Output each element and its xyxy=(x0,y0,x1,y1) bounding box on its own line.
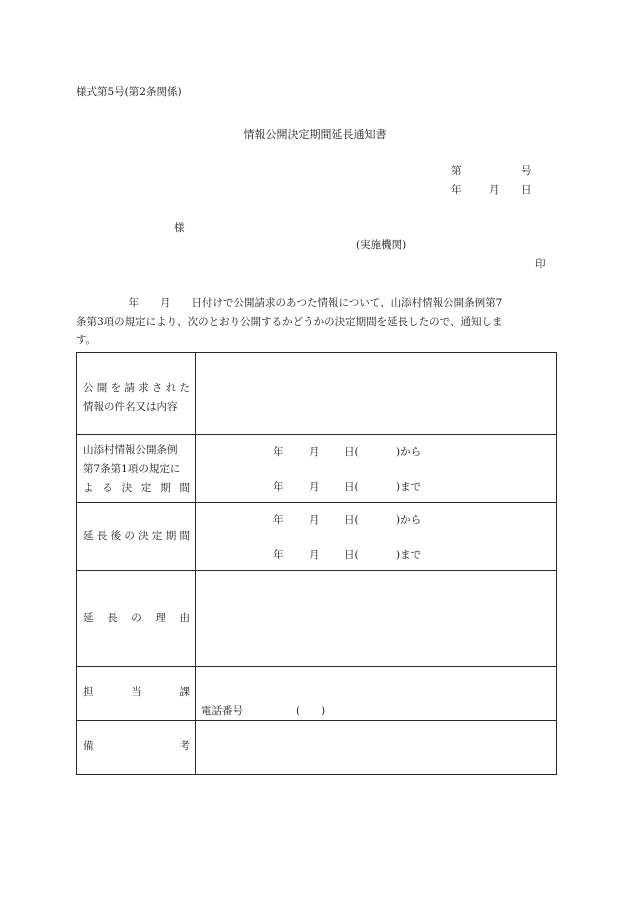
date-day: 日 xyxy=(521,184,532,196)
label-line: 山添村情報公開条例 xyxy=(83,444,178,456)
from-year: 年 xyxy=(273,514,284,526)
label-line: 公開を請求された xyxy=(83,382,190,394)
department-label xyxy=(77,667,196,721)
row-remarks xyxy=(77,721,557,775)
number-prefix: 第 xyxy=(451,165,462,177)
row-original-period xyxy=(77,435,557,503)
to-month: 月 xyxy=(309,549,320,561)
label-line: 第7条第1項の規定に xyxy=(83,463,181,475)
original-period-label xyxy=(77,435,196,503)
label-line: 情報の件名又は内容 xyxy=(83,401,178,413)
label-line: 延長の理由 xyxy=(83,612,190,624)
to-suffix: )まで xyxy=(396,549,422,561)
number-suffix: 号 xyxy=(521,165,532,177)
original-period-field[interactable] xyxy=(196,435,557,503)
body-line: 条第3項の規定により、次のとおり公開するかどうかの決定期間を延長したので、通知しま xyxy=(76,316,503,328)
label-line: 延長後の決定期間 xyxy=(83,530,190,542)
from-month: 月 xyxy=(309,446,320,458)
remarks-label xyxy=(77,721,196,775)
issuer-label: (実施機関) xyxy=(356,239,407,251)
form-number-label: 様式第5号(第2条関係) xyxy=(76,86,182,98)
to-year: 年 xyxy=(273,481,284,493)
body-line: す。 xyxy=(76,334,97,346)
to-year: 年 xyxy=(273,549,284,561)
phone-label: 電話番号 xyxy=(201,705,243,717)
document-title: 情報公開決定期間延長通知書 xyxy=(243,128,387,141)
info-subject-field[interactable] xyxy=(196,353,557,435)
to-day: 日( xyxy=(344,549,359,561)
info-subject-label xyxy=(77,353,196,435)
seal-mark: 印 xyxy=(535,258,546,270)
extended-period-field[interactable] xyxy=(196,503,557,571)
label-line: よる決定期間 xyxy=(83,482,190,494)
date-month: 月 xyxy=(489,184,500,196)
to-suffix: )まで xyxy=(396,481,422,493)
extended-period-label xyxy=(77,503,196,571)
reason-label xyxy=(77,571,196,667)
phone-parens: ( ) xyxy=(296,705,326,717)
to-day: 日( xyxy=(344,481,359,493)
row-department xyxy=(77,667,557,721)
reason-field[interactable] xyxy=(196,571,557,667)
recipient-honorific: 様 xyxy=(174,222,185,234)
body-line: 年 月 日付けで公開請求のあつた情報について、山添村情報公開条例第7 xyxy=(76,297,503,309)
department-field[interactable] xyxy=(196,667,557,721)
label-line: 担当課 xyxy=(83,686,190,698)
label-line: 備考 xyxy=(83,740,190,752)
row-info-subject xyxy=(77,353,557,435)
from-month: 月 xyxy=(309,514,320,526)
from-day: 日( xyxy=(344,446,359,458)
from-day: 日( xyxy=(344,514,359,526)
remarks-field[interactable] xyxy=(196,721,557,775)
from-suffix: )から xyxy=(396,446,422,458)
from-suffix: )から xyxy=(396,514,422,526)
date-year: 年 xyxy=(451,184,462,196)
from-year: 年 xyxy=(273,446,284,458)
to-month: 月 xyxy=(309,481,320,493)
notice-form-table xyxy=(76,352,557,775)
row-extended-period xyxy=(77,503,557,571)
row-reason xyxy=(77,571,557,667)
